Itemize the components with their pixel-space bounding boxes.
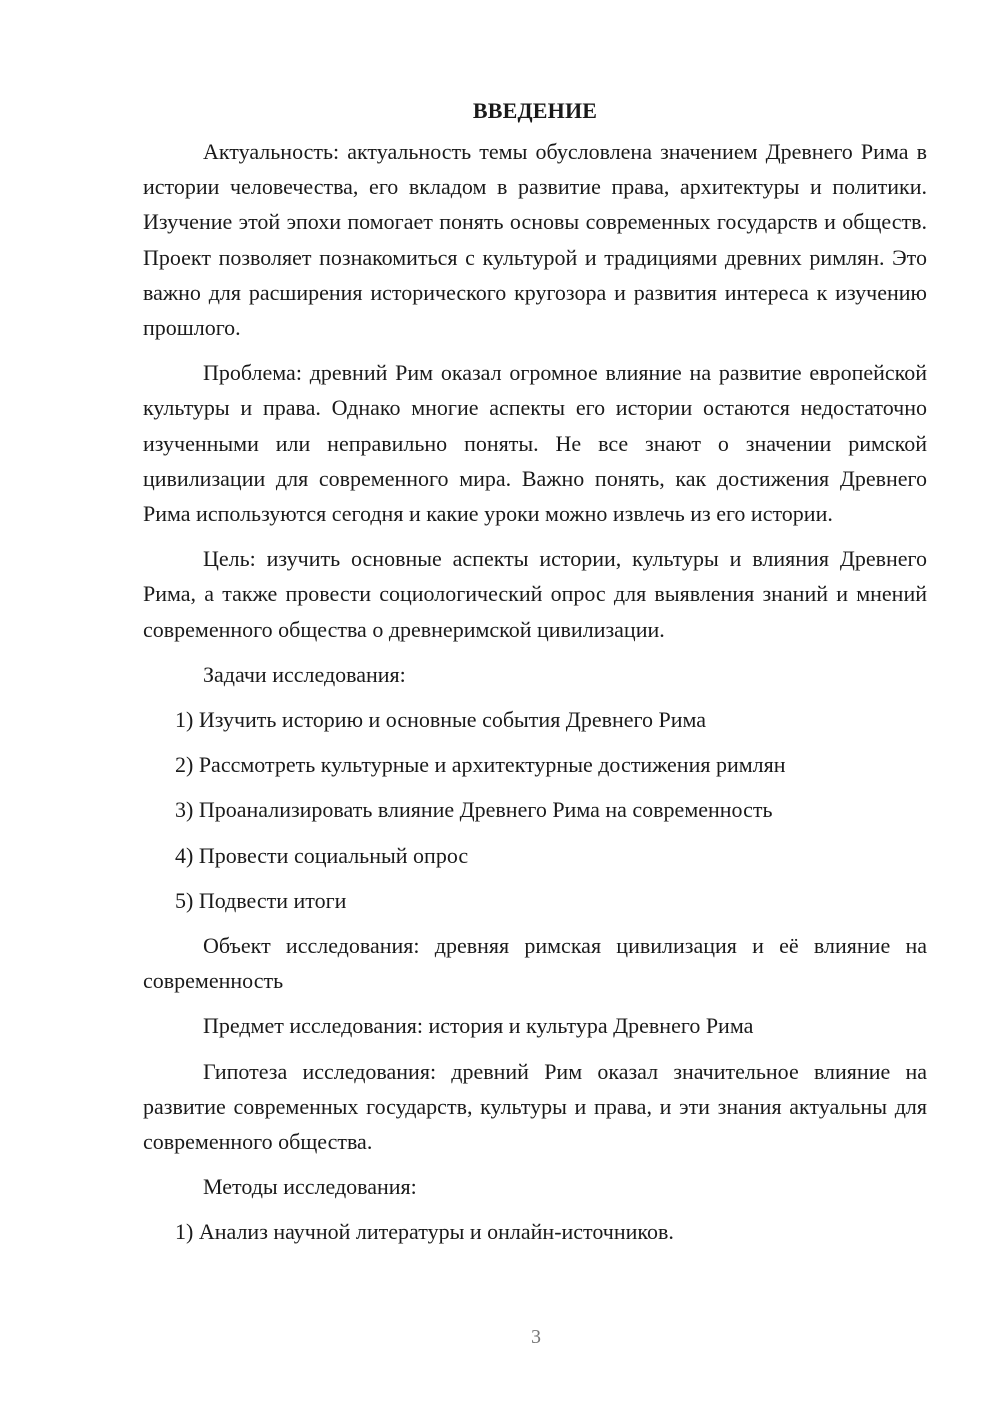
methods-heading: Методы исследования: <box>203 1174 417 1200</box>
list-item: 1) Изучить историю и основные события Древнего Рима <box>175 707 707 733</box>
goal-paragraph: Цель: изучить основные аспекты истории, культуры и влияния Древнего Рима, а также провести социологический опрос для выявления знаний и мнений современного общества о древнеримской цивилизации. <box>143 546 927 642</box>
list-item: 5) Подвести итоги <box>175 887 347 913</box>
page-number: 3 <box>531 1326 541 1348</box>
section-title: ВВЕДЕНИЕ <box>472 98 598 123</box>
list-item: 2) Рассмотреть культурные и архитектурные достижения римлян <box>175 752 786 778</box>
list-item: 3) Проанализировать влияние Древнего Рима на современность <box>175 797 773 823</box>
object-paragraph: Объект исследования: древняя римская цивилизация и её влияние на современность <box>143 933 927 994</box>
relevance-paragraph: Актуальность: актуальность темы обусловлена значением Древнего Рима в истории человечества, его вкладом в развитие права, архитектуры и политики. Изучение этой эпохи помогает понять основы современных государств и обществ. Проект позволяет познакомиться с культурой и традициями древних римлян. Это важно для расширения исторического кругозора и развития интереса к изучению прошлого. <box>143 139 927 341</box>
page-content <box>143 94 927 1260</box>
hypothesis-paragraph: Гипотеза исследования: древний Рим оказал значительное влияние на развитие современных государств, культуры и права, и эти знания актуальны для современного общества. <box>143 1058 927 1155</box>
list-item: 4) Провести социальный опрос <box>175 842 469 868</box>
tasks-list <box>143 702 927 918</box>
subject-paragraph: Предмет исследования: история и культура Древнего Рима <box>203 1013 754 1039</box>
list-item: 1) Анализ научной литературы и онлайн-источников. <box>175 1219 674 1245</box>
problem-paragraph: Проблема: древний Рим оказал огромное влияние на развитие европейской культуры и права. Однако многие аспекты его истории остаются недостаточно изученными или неправильно поняты. Не все знают о значении римской цивилизации для современного мира. Важно понять, как достижения Древнего Рима используются сегодня и какие уроки можно извлечь из его истории. <box>143 360 927 527</box>
tasks-heading: Задачи исследования: <box>203 661 406 687</box>
methods-list <box>143 1214 927 1249</box>
